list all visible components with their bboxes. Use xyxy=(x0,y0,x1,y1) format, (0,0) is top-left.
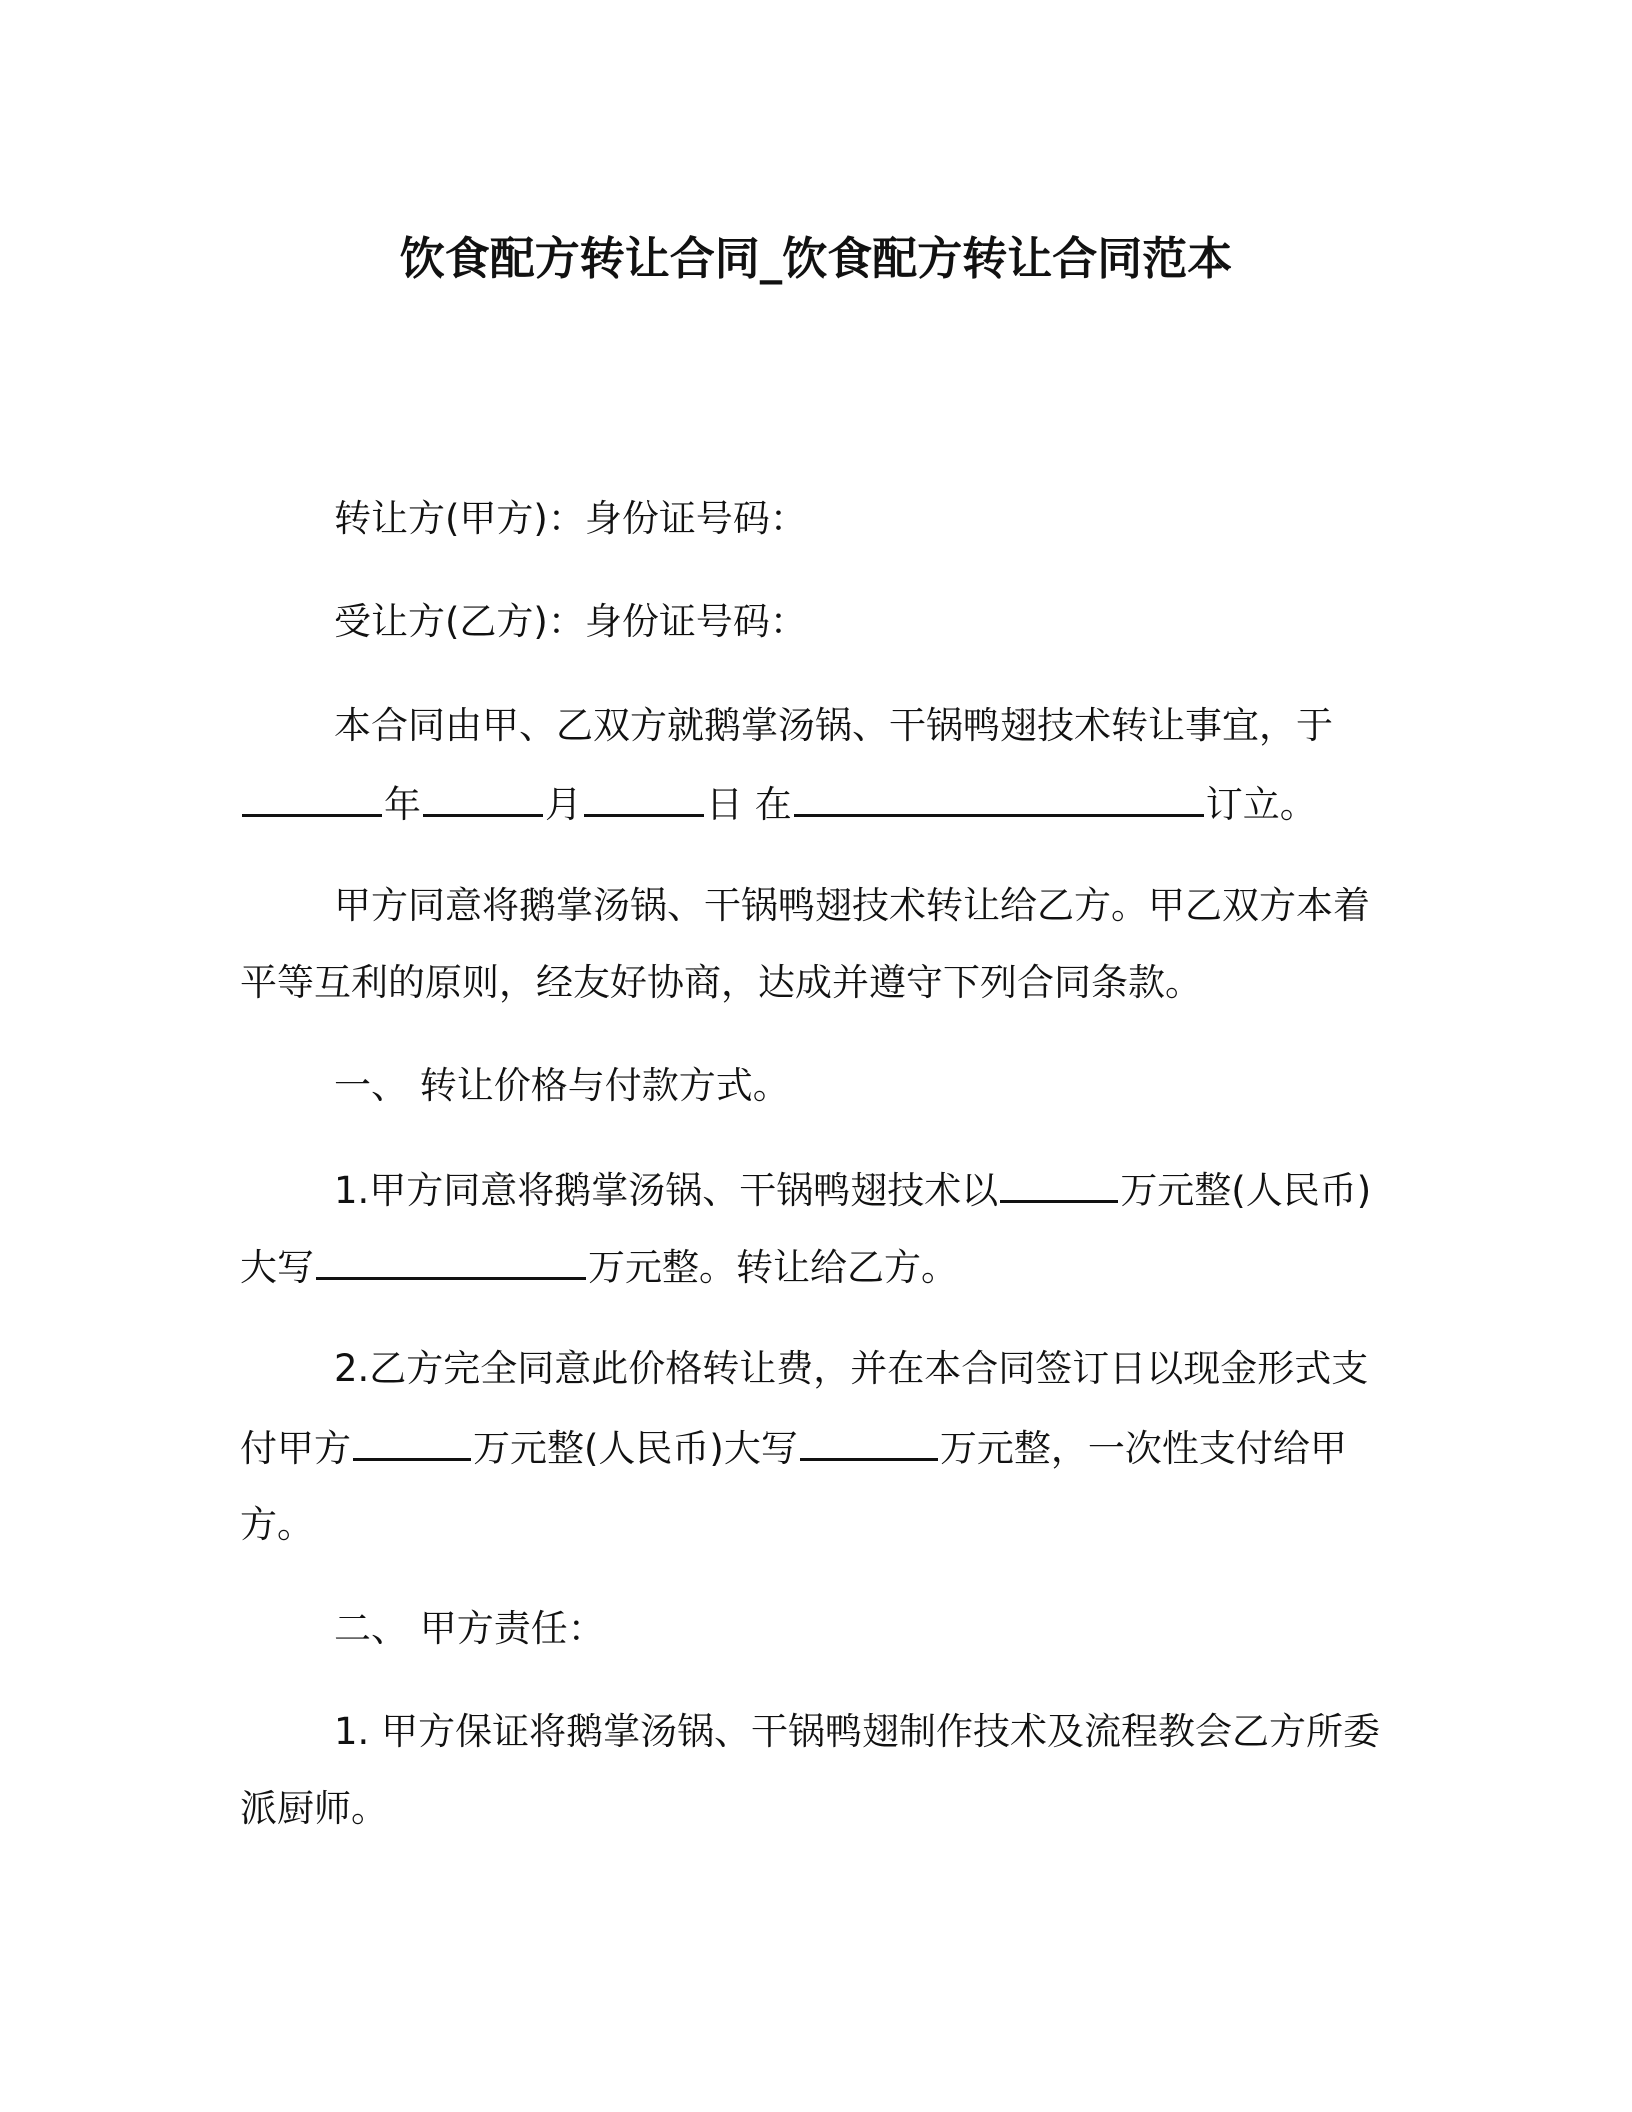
section-1-item-1-line-1 xyxy=(334,1169,1372,1212)
year-blank xyxy=(242,784,382,817)
item-2-text-b: 万元整(人民币)大写 xyxy=(473,1427,798,1470)
section-2-heading: 二、 甲方责任： xyxy=(334,1607,605,1650)
section-1-item-2-line-3: 方。 xyxy=(240,1503,314,1546)
document-title: 饮食配方转让合同_饮食配方转让合同范本 xyxy=(399,232,1233,285)
intro-paragraph-line-2 xyxy=(240,783,1317,826)
uppercase-price-blank xyxy=(316,1247,586,1280)
uppercase-payment-blank xyxy=(800,1428,938,1461)
party-a-line: 转让方(甲方)：身份证号码： xyxy=(334,497,807,540)
year-label: 年 xyxy=(384,783,421,826)
payment-blank xyxy=(353,1428,471,1461)
section-2-item-1-line-1: 1. 甲方保证将鹅掌汤锅、干锅鸭翅制作技术及流程教会乙方所委 xyxy=(334,1710,1381,1753)
section-1-item-1-line-2 xyxy=(240,1246,958,1289)
item-1-text-b: 万元整(人民币) xyxy=(1120,1169,1372,1212)
agreement-paragraph-line-2: 平等互利的原则，经友好协商，达成并遵守下列合同条款。 xyxy=(240,961,1202,1004)
party-b-line: 受让方(乙方)：身份证号码： xyxy=(334,600,807,643)
section-1-heading: 一、 转让价格与付款方式。 xyxy=(334,1064,790,1107)
item-1-uppercase-label: 大写 xyxy=(240,1246,314,1289)
agreement-paragraph-line-1: 甲方同意将鹅掌汤锅、干锅鸭翅技术转让给乙方。甲乙双方本着 xyxy=(334,884,1370,927)
section-2-item-1-line-2: 派厨师。 xyxy=(240,1787,388,1830)
signed-label: 订立。 xyxy=(1205,783,1317,826)
item-1-text-a: 1.甲方同意将鹅掌汤锅、干锅鸭翅技术以 xyxy=(334,1169,999,1212)
section-1-item-2-line-1: 2.乙方完全同意此价格转让费，并在本合同签订日以现金形式支 xyxy=(334,1347,1369,1390)
month-blank xyxy=(423,784,543,817)
section-1-item-2-line-2 xyxy=(240,1427,1347,1470)
intro-paragraph-line-1: 本合同由甲、乙双方就鹅掌汤锅、干锅鸭翅技术转让事宜，于 xyxy=(334,704,1333,747)
item-2-text-a: 付甲方 xyxy=(240,1427,351,1470)
day-blank xyxy=(584,784,704,817)
item-1-text-c: 万元整。转让给乙方。 xyxy=(588,1246,958,1289)
place-blank xyxy=(794,784,1204,817)
item-2-text-c: 万元整，一次性支付给甲 xyxy=(939,1427,1347,1470)
price-blank xyxy=(1000,1170,1118,1203)
month-label: 月 xyxy=(545,783,582,826)
day-label: 日 在 xyxy=(706,783,792,826)
